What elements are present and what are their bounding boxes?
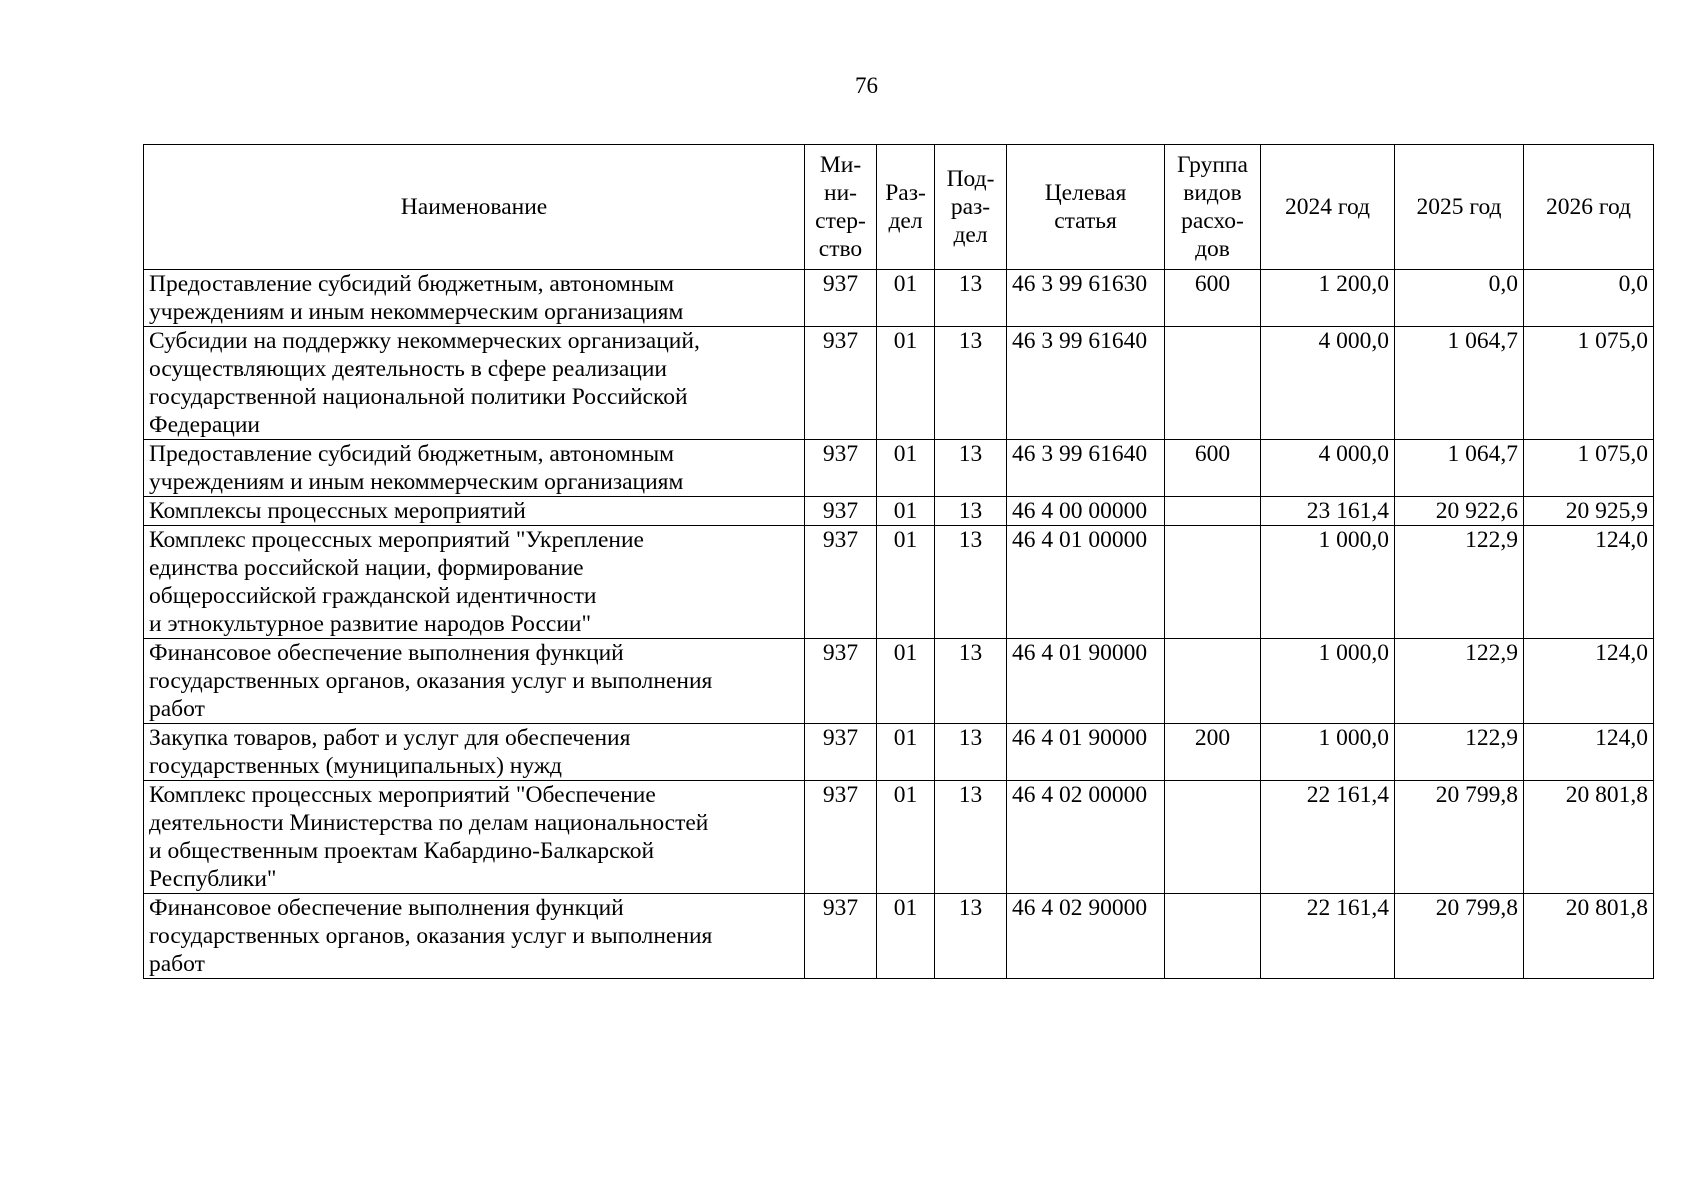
table-row [144,327,1654,440]
table-row [144,724,1654,781]
cell-section: 01 [877,270,935,327]
table-row [144,270,1654,327]
cell-ministry: 937 [805,724,877,781]
header-2025 [1395,145,1524,270]
cell-subsection: 13 [935,440,1007,497]
header-target-article-label: Целевая статья [1044,180,1127,234]
table-row [144,440,1654,497]
cell-expense-group [1165,497,1261,526]
cell-2025: 122,9 [1395,526,1524,639]
cell-ministry: 937 [805,526,877,639]
cell-section: 01 [877,894,935,979]
cell-2025: 20 799,8 [1395,894,1524,979]
cell-2024: 1 000,0 [1261,526,1395,639]
cell-2026: 124,0 [1524,639,1654,724]
cell-target-article: 46 3 99 61640 [1007,327,1165,440]
header-2024-label: 2024 год [1285,194,1370,220]
cell-name: Комплекс процессных мероприятий "Обеспечение деятельности Министерства по делам национальностей и общественным проектам Кабардино-Балкарской Республики" [144,781,805,894]
cell-2024: 1 000,0 [1261,639,1395,724]
cell-target-article: 46 3 99 61630 [1007,270,1165,327]
cell-name: Финансовое обеспечение выполнения функций государственных органов, оказания услуг и выполнения работ [144,639,805,724]
cell-expense-group [1165,781,1261,894]
cell-expense-group: 200 [1165,724,1261,781]
cell-expense-group [1165,639,1261,724]
cell-subsection: 13 [935,724,1007,781]
cell-ministry: 937 [805,327,877,440]
header-name [144,145,805,270]
header-2026-label: 2026 год [1546,194,1631,220]
cell-2026: 1 075,0 [1524,440,1654,497]
cell-2026: 124,0 [1524,526,1654,639]
table-header-row [144,145,1654,270]
cell-2024: 4 000,0 [1261,440,1395,497]
header-2024 [1261,145,1395,270]
header-2026 [1524,145,1654,270]
cell-expense-group [1165,526,1261,639]
cell-2025: 122,9 [1395,639,1524,724]
cell-subsection: 13 [935,327,1007,440]
cell-name: Комплексы процессных мероприятий [144,497,805,526]
cell-ministry: 937 [805,639,877,724]
cell-subsection: 13 [935,526,1007,639]
cell-ministry: 937 [805,781,877,894]
cell-ministry: 937 [805,894,877,979]
header-ministry-label: Ми- ни- стер- ство [815,152,866,262]
cell-target-article: 46 4 01 90000 [1007,724,1165,781]
header-ministry [805,145,877,270]
header-section-label: Раз- дел [885,180,926,234]
cell-2026: 20 801,8 [1524,894,1654,979]
cell-2026: 0,0 [1524,270,1654,327]
cell-subsection: 13 [935,781,1007,894]
cell-2025: 1 064,7 [1395,327,1524,440]
cell-2025: 122,9 [1395,724,1524,781]
cell-2025: 1 064,7 [1395,440,1524,497]
header-name-label: Наименование [400,194,548,220]
header-2025-label: 2025 год [1416,194,1502,220]
table-row [144,894,1654,979]
cell-2025: 20 922,6 [1395,497,1524,526]
header-expense-group [1165,145,1261,270]
cell-section: 01 [877,526,935,639]
page-number: 76 [855,73,878,98]
cell-section: 01 [877,724,935,781]
cell-subsection: 13 [935,639,1007,724]
cell-subsection: 13 [935,894,1007,979]
cell-section: 01 [877,327,935,440]
cell-name: Комплекс процессных мероприятий "Укрепление единства российской нации, формирование общероссийской гражданской идентичности и этнокультурное развитие народов России" [144,526,805,639]
cell-subsection: 13 [935,270,1007,327]
cell-target-article: 46 4 01 00000 [1007,526,1165,639]
cell-expense-group [1165,894,1261,979]
cell-section: 01 [877,497,935,526]
header-subsection [935,145,1007,270]
header-subsection-label: Под- раз- дел [946,166,995,248]
cell-target-article: 46 3 99 61640 [1007,440,1165,497]
cell-expense-group [1165,327,1261,440]
table-body [144,270,1654,979]
cell-name: Предоставление субсидий бюджетным, автономным учреждениям и иным некоммерческим организациям [144,440,805,497]
cell-ministry: 937 [805,440,877,497]
cell-2025: 20 799,8 [1395,781,1524,894]
table-row [144,781,1654,894]
cell-expense-group: 600 [1165,270,1261,327]
header-expense-group-label: Группа видов расхо- дов [1177,152,1248,262]
budget-table [143,144,1654,979]
cell-name: Предоставление субсидий бюджетным, автономным учреждениям и иным некоммерческим организациям [144,270,805,327]
header-target-article [1007,145,1165,270]
cell-2024: 1 000,0 [1261,724,1395,781]
cell-target-article: 46 4 02 90000 [1007,894,1165,979]
cell-2026: 20 925,9 [1524,497,1654,526]
cell-name: Закупка товаров, работ и услуг для обеспечения государственных (муниципальных) нужд [144,724,805,781]
cell-2024: 1 200,0 [1261,270,1395,327]
cell-2026: 1 075,0 [1524,327,1654,440]
cell-2026: 124,0 [1524,724,1654,781]
cell-2025: 0,0 [1395,270,1524,327]
cell-2026: 20 801,8 [1524,781,1654,894]
header-section [877,145,935,270]
table-row [144,526,1654,639]
cell-subsection: 13 [935,497,1007,526]
table-row [144,497,1654,526]
cell-name: Финансовое обеспечение выполнения функций государственных органов, оказания услуг и выполнения работ [144,894,805,979]
cell-2024: 22 161,4 [1261,781,1395,894]
cell-expense-group: 600 [1165,440,1261,497]
cell-2024: 23 161,4 [1261,497,1395,526]
cell-ministry: 937 [805,270,877,327]
cell-target-article: 46 4 02 00000 [1007,781,1165,894]
cell-target-article: 46 4 00 00000 [1007,497,1165,526]
cell-2024: 22 161,4 [1261,894,1395,979]
cell-2024: 4 000,0 [1261,327,1395,440]
cell-section: 01 [877,639,935,724]
cell-name: Субсидии на поддержку некоммерческих организаций, осуществляющих деятельность в сфере реализации государственной национальной политики Российской Федерации [144,327,805,440]
cell-section: 01 [877,781,935,894]
table-row [144,639,1654,724]
cell-ministry: 937 [805,497,877,526]
cell-section: 01 [877,440,935,497]
cell-target-article: 46 4 01 90000 [1007,639,1165,724]
